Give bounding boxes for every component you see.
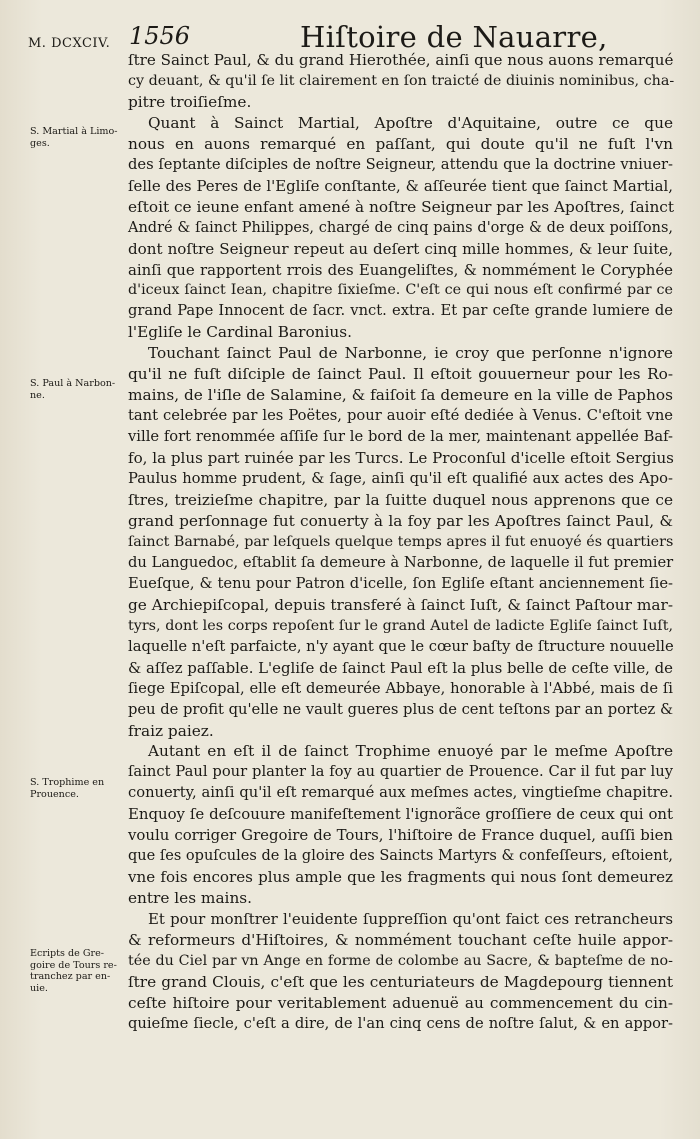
text-line: quieſme ſiecle, c'eſt a dire, de l'an cinq cens de noſtre ſalut, & en appor- <box>128 1014 673 1032</box>
text-line: vne fois encores plus ample que les fragments qui nous ſont demeurez <box>128 868 673 887</box>
text-line: mains, de l'iſle de Salamine, & faiſoit ſa demeure en la ville de Paphos <box>128 386 673 405</box>
margin-note-line: ne. <box>30 389 45 401</box>
text-line: ceſte hiſtoire pour veritablement aduenuë au commencement du cin- <box>128 993 673 1012</box>
text-line: Autant en eſt il de ſainct Trophime enuoyé par le meſme Apoſtre <box>148 742 673 761</box>
margin-note-line: Ecripts de Gre- <box>30 948 105 959</box>
text-line: pitre troiſieſme. <box>128 92 252 111</box>
text-line: tant celebrée par les Poëtes, pour auoir eſté dediée à Venus. C'eſtoit vne <box>128 407 673 425</box>
paragraph-retrancheurs <box>128 909 673 1035</box>
text-line: eſtoit ce ieune enfant amené à noſtre Seigneur par les Apoſtres, ſainct <box>128 197 675 216</box>
margin-note-martial <box>30 126 125 149</box>
text-line: ſainct Barnabé, par leſquels quelque temps apres il fut enuoyé és quartiers <box>128 533 674 550</box>
text-line: ainſi que rapportent rrois des Euangeliſtes, & nommément le Coryphée <box>128 260 673 279</box>
text-line: Enquoy ſe deſcouure manifeſtement l'ignorãce groſſiere de ceux qui ont <box>128 805 673 824</box>
margin-note-line: S. Paul à Narbon- <box>30 378 116 389</box>
margin-note-line: S. Martial à Limo- <box>30 126 118 137</box>
margin-note-paul <box>30 378 125 401</box>
text-line: d'iceux ſainct Iean, chapitre ſixieſme. C'eſt ce qui nous eſt confirmé par ce <box>128 282 673 299</box>
text-line: & aſſez paſſable. L'egliſe de ſainct Paul eſt la plus belle de ceſte ville, de <box>128 658 673 677</box>
paragraph-saint-martial <box>128 113 673 343</box>
text-line: ſelle des Peres de l'Egliſe conſtante, & aſſeurée tient que ſainct Martial, <box>128 176 673 195</box>
margin-note-line: goire de Tours re- <box>30 959 117 971</box>
running-head-title: Hiſtoire de Nauarre, <box>300 20 608 54</box>
text-line: Eueſque, & tenu pour Patron d'icelle, ſon Egliſe eſtant anciennement ſie- <box>128 574 673 592</box>
margin-note-gregoire <box>30 948 125 994</box>
paragraph-saint-trophime <box>128 741 673 909</box>
text-line: conuerty, ainſi qu'il eſt remarqué aux meſmes actes, vingtieſme chapitre. <box>128 784 673 802</box>
text-line: ſiege Epiſcopal, elle eſt demeurée Abbaye, honorable à l'Abbé, mais de ſi <box>128 679 673 697</box>
text-line: l'Egliſe le Cardinal Baronius. <box>128 323 352 342</box>
text-line: grand perſonnage fut conuerty à la foy par les Apoſtres ſainct Paul, & <box>128 511 673 530</box>
margin-note-line: ges. <box>30 137 50 149</box>
text-line: tyrs, dont les corps repoſent ſur le grand Autel de ladicte Egliſe ſainct Iuſt, <box>128 617 673 634</box>
text-line: fo, la plus part ruinée par les Turcs. Le Proconſul d'icelle eſtoit Sergius <box>128 449 674 468</box>
text-line: ſtre grand Clouis, c'eſt que les centuriateurs de Magdepourg tiennent <box>128 972 673 991</box>
text-line: des ſeptante diſciples de noſtre Seigneur, attendu que la doctrine vniuer- <box>128 155 673 173</box>
text-line: grand Pape Innocent de ſacr. vnct. extra. Et par ceſte grande lumiere de <box>128 302 673 320</box>
text-line: ſainct Paul pour planter la foy au quartier de Prouence. Car il fut par luy <box>128 763 673 781</box>
paragraph-saint-paul-narbonne <box>128 343 673 741</box>
text-line: dont noſtre Seigneur repeut au deſert cinq mille hommes, & leur ſuite, <box>128 239 673 258</box>
text-line: Touchant ſainct Paul de Narbonne, ie croy que perſonne n'ignore <box>148 344 673 363</box>
text-line: ſtre Sainct Paul, & du grand Hierothée, ainſi que nous auons remarqué <box>128 51 674 69</box>
text-line: André & ſainct Philippes, chargé de cinq pains d'orge & de deux poiſſons, <box>128 219 673 236</box>
text-line: entre les mains. <box>128 889 253 908</box>
margin-note-line: uie. <box>30 982 48 994</box>
paragraph-continuation <box>128 50 673 113</box>
text-line: ſtres, treizieſme chapitre, par la ſuitte duquel nous apprenons que ce <box>128 491 673 510</box>
text-line: nous en auons remarqué en paſſant, qui doute qu'il ne fuſt l'vn <box>128 134 673 153</box>
text-line: voulu corriger Gregoire de Tours, l'hiſtoire de France duquel, auſſi bien <box>128 826 673 845</box>
running-head-year: M. DCXCIV. <box>28 36 111 51</box>
text-line: Paulus homme prudent, & ſage, ainſi qu'il eſt qualifié aux actes des Apo- <box>128 470 673 488</box>
text-line: qu'il ne fuſt diſciple de ſainct Paul. Il eſtoit gouuerneur pour les Ro- <box>128 365 673 384</box>
text-line: ville fort renommée aſſiſe ſur le bord de la mer, maintenant appellée Baf- <box>128 428 673 446</box>
text-line: fraiz paiez. <box>128 721 214 740</box>
text-line: que ſes opuſcules de la gloire des Saincts Martyrs & confeſſeurs, eſtoient, <box>128 848 673 865</box>
text-line: Et pour monſtrer l'euidente ſuppreſſion qu'ont faict ces retrancheurs <box>148 910 673 929</box>
margin-note-line: Prouence. <box>30 788 79 800</box>
text-line: du Languedoc, eſtablit ſa demeure à Narbonne, de laquelle il fut premier <box>128 553 674 571</box>
margin-note-trophime <box>30 777 125 800</box>
text-line: ge Archiepiſcopal, depuis transferé à ſainct Iuſt, & ſainct Paſtour mar- <box>128 595 673 614</box>
text-line: tée du Ciel par vn Ange en forme de colombe au Sacre, & bapteſme de no- <box>128 952 673 969</box>
text-line: & reformeurs d'Hiſtoires, & nommément touchant ceſte huile appor- <box>128 931 673 950</box>
margin-note-line: tranchez par en- <box>30 971 111 983</box>
margin-note-line: S. Trophime en <box>30 777 105 788</box>
main-text <box>128 50 673 1035</box>
text-line: Quant à Sainct Martial, Apoſtre d'Aquitaine, outre ce que <box>148 113 673 132</box>
text-line: cy deuant, & qu'il ſe lit clairement en ſon traicté de diuinis nominibus, cha- <box>128 72 675 89</box>
page-number: 1556 <box>129 22 191 50</box>
text-line: laquelle n'eſt parfaicte, n'y ayant que le cœur baſty de ſtructure nouuelle <box>128 637 674 655</box>
text-line: peu de profit qu'elle ne vault gueres plus de cent teſtons par an portez & <box>128 700 674 718</box>
